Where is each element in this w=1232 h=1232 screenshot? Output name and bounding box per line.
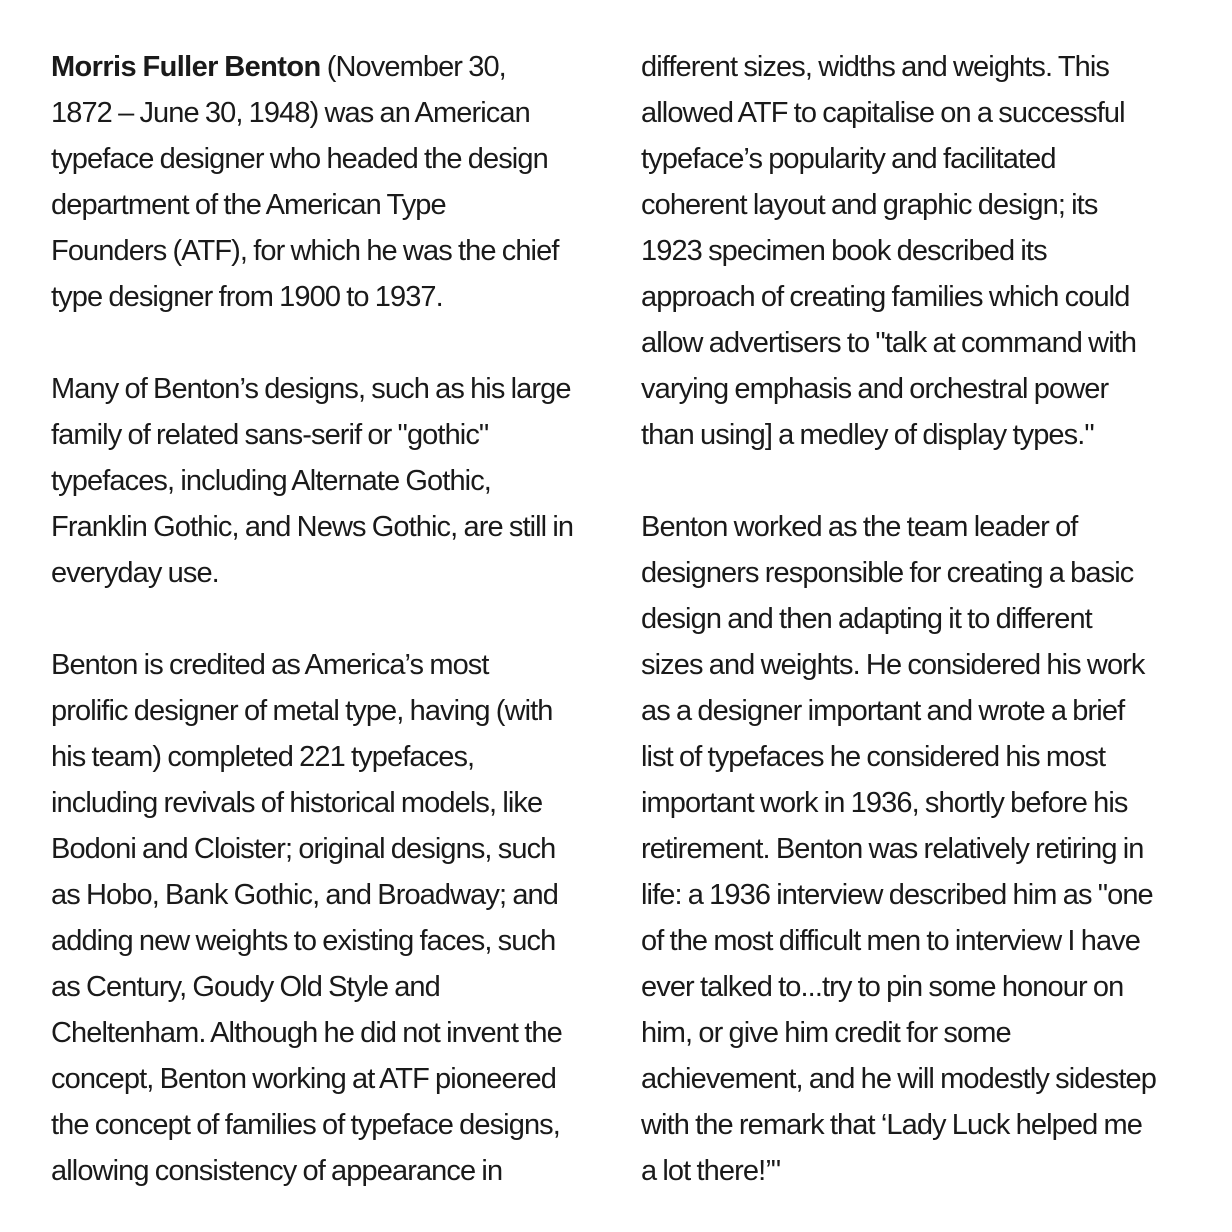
text-line: department of the American Type	[51, 189, 446, 221]
right-column	[641, 44, 1201, 1194]
text-line: ever talked to...try to pin some honour on	[641, 971, 1124, 1003]
text-line: Benton worked as the team leader of	[641, 511, 1078, 543]
text-line: life: a 1936 interview described him as "one	[641, 879, 1153, 911]
text-line: achievement, and he will modestly sidestep	[641, 1063, 1156, 1095]
text-line: typeface designer who headed the design	[51, 143, 548, 175]
text-line: sizes and weights. He considered his work	[641, 649, 1145, 681]
left-column	[51, 44, 611, 1194]
text-line: important work in 1936, shortly before his	[641, 787, 1128, 819]
text-line: concept, Benton working at ATF pioneered	[51, 1063, 556, 1095]
text-line: allowed ATF to capitalise on a successful	[641, 97, 1125, 129]
text-line: adding new weights to existing faces, such	[51, 925, 556, 957]
text-line: typefaces, including Alternate Gothic,	[51, 465, 491, 497]
text-line: 1872 – June 30, 1948) was an American	[51, 97, 530, 129]
paragraph-gap	[641, 458, 1201, 504]
text-line	[51, 44, 611, 90]
text-line: the concept of families of typeface designs,	[51, 1109, 560, 1141]
text-line: prolific designer of metal type, having (with	[51, 695, 553, 727]
text-line: as a designer important and wrote a brief	[641, 695, 1125, 727]
paragraph-prolific	[51, 642, 611, 1194]
text-line: him, or give him credit for some	[641, 1017, 1011, 1049]
text-line: coherent layout and graphic design; its	[641, 189, 1098, 221]
text-line: than using] a medley of display types."	[641, 419, 1094, 451]
text-line: Bodoni and Cloister; original designs, such	[51, 833, 556, 865]
text-line: typeface’s popularity and facilitated	[641, 143, 1056, 175]
text-line: varying emphasis and orchestral power	[641, 373, 1109, 405]
text-line: Benton is credited as America’s most	[51, 649, 489, 681]
text-line: allow advertisers to "talk at command with	[641, 327, 1137, 359]
text-line: list of typefaces he considered his most	[641, 741, 1106, 773]
text-line: Founders (ATF), for which he was the chief	[51, 235, 559, 267]
text-line: retirement. Benton was relatively retiring in	[641, 833, 1144, 865]
paragraph-intro	[51, 44, 611, 320]
paragraph-prolific-continued	[641, 44, 1201, 458]
text-line: as Century, Goudy Old Style and	[51, 971, 440, 1003]
text-line: Franklin Gothic, and News Gothic, are still in	[51, 511, 574, 543]
text-line: design and then adapting it to different	[641, 603, 1092, 635]
text-line: with the remark that ‘Lady Luck helped me	[641, 1109, 1142, 1141]
text-line: approach of creating families which could	[641, 281, 1130, 313]
paragraph-gap	[51, 596, 611, 642]
text-line: everyday use.	[51, 557, 219, 589]
paragraph-team-leader	[641, 504, 1201, 1194]
text-line: family of related sans-serif or "gothic"	[51, 419, 489, 451]
text-line: including revivals of historical models, like	[51, 787, 543, 819]
text-line: a lot there!’"	[641, 1155, 781, 1187]
text-span: (November 30,	[320, 51, 506, 83]
text-line: his team) completed 221 typefaces,	[51, 741, 475, 773]
paragraph-designs	[51, 366, 611, 596]
text-line: as Hobo, Bank Gothic, and Broadway; and	[51, 879, 559, 911]
text-line: allowing consistency of appearance in	[51, 1155, 503, 1187]
text-line: designers responsible for creating a basic	[641, 557, 1134, 589]
text-line: Many of Benton’s designs, such as his large	[51, 373, 571, 405]
text-line: type designer from 1900 to 1937.	[51, 281, 443, 313]
text-line: Cheltenham. Although he did not invent the	[51, 1017, 562, 1049]
subject-name: Morris Fuller Benton	[51, 51, 321, 83]
text-line: of the most difficult men to interview I have	[641, 925, 1141, 957]
paragraph-gap	[51, 320, 611, 366]
text-line: different sizes, widths and weights. This	[641, 51, 1110, 83]
text-line: 1923 specimen book described its	[641, 235, 1047, 267]
